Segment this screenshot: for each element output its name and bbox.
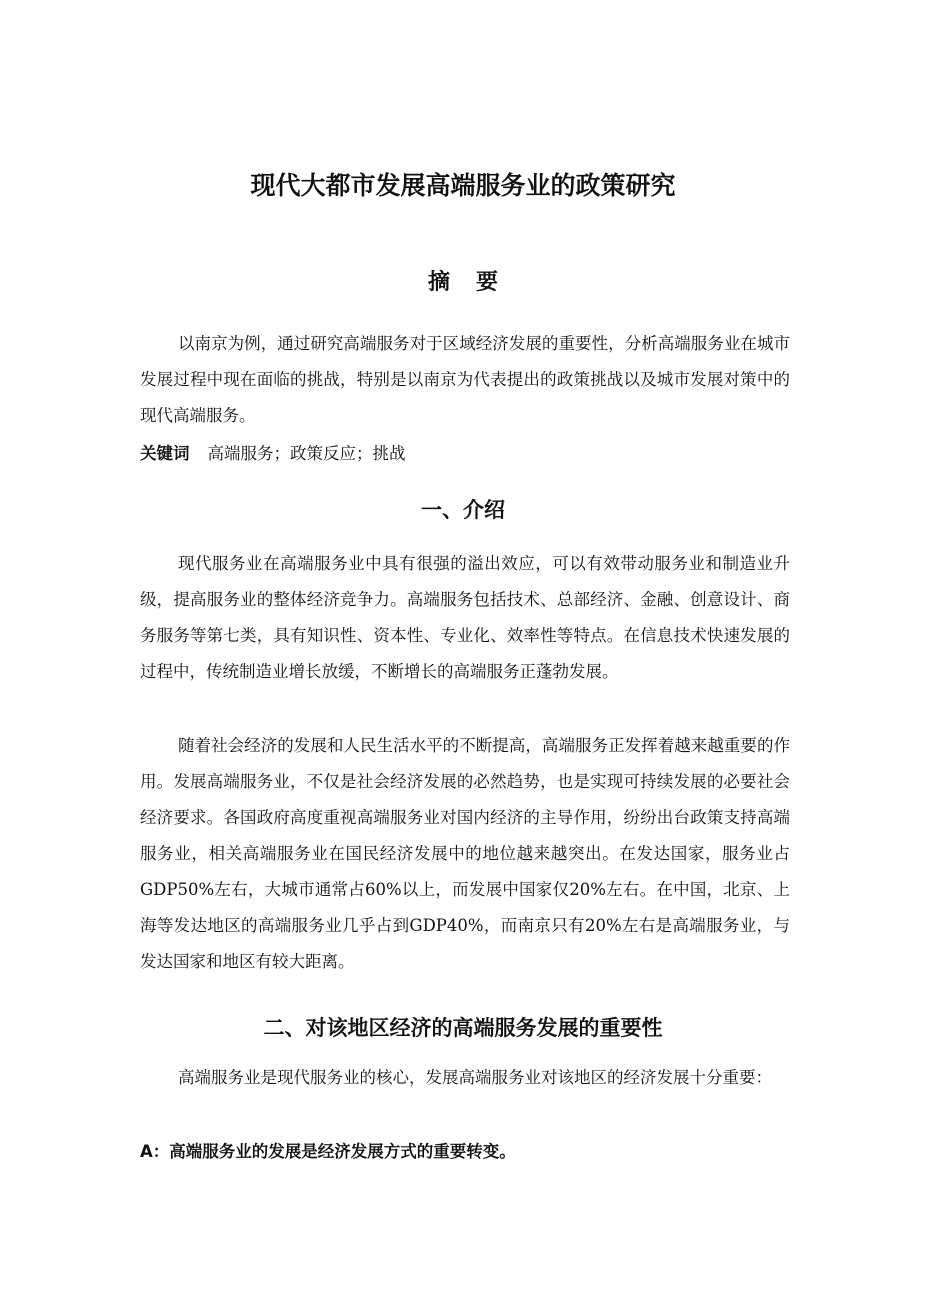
keywords-label: 关键词 [140,444,190,463]
keywords-value: 高端服务；政策反应；挑战 [207,444,406,463]
abstract-heading: 摘要 [427,270,524,295]
intro-paragraph-1: 现代服务业在高端服务业中具有很强的溢出效应，可以有效带动服务业和制造业升级，提高服务业的整体经济竞争力。高端服务包括技术、总部经济、金融、创意设计、商务服务等第七类，具有知识性、资本性、专业化、效率性等特点。在信息技术快速发展的过程中，传统制造业增长放缓，不断增长的高端服务正蓬勃发展。 [140,554,790,681]
keywords-line [140,437,790,471]
abstract-text: 以南京为例，通过研究高端服务对于区域经济发展的重要性，分析高端服务业在城市发展过程中现在面临的挑战，特别是以南京为代表提出的政策挑战以及城市发展对策中的现代高端服务。 [140,334,790,425]
intro-paragraph-2: 随着社会经济的发展和人民生活水平的不断提高，高端服务正发挥着越来越重要的作用。发展高端服务业，不仅是社会经济发展的必然趋势，也是实现可持续发展的必要社会经济要求。各国政府高度重视高端服务业对国内经济的主导作用，纷纷出台政策支持高端服务业，相关高端服务业在国民经济发展中的地位越来越突出。在发达国家，服务业占GDP50%左右，大城市通常占60%以上，而发展中国家仅20%左右。在中国，北京、上海等发达地区的高端服务业几乎占到GDP40%，而南京只有20%左右是高端服务业，与发达国家和地区有较大距离。 [140,736,790,971]
document-title: 现代大都市发展高端服务业的政策研究 [250,171,676,200]
section-heading-introduction: 一、介绍 [421,498,505,522]
section-heading-importance: 二、对该地区经济的高端服务发展的重要性 [263,1016,663,1040]
subheading-a: A：高端服务业的发展是经济发展方式的重要转变。 [140,1142,516,1161]
importance-paragraph: 高端服务业是现代服务业的核心，发展高端服务业对该地区的经济发展十分重要： [178,1068,772,1087]
